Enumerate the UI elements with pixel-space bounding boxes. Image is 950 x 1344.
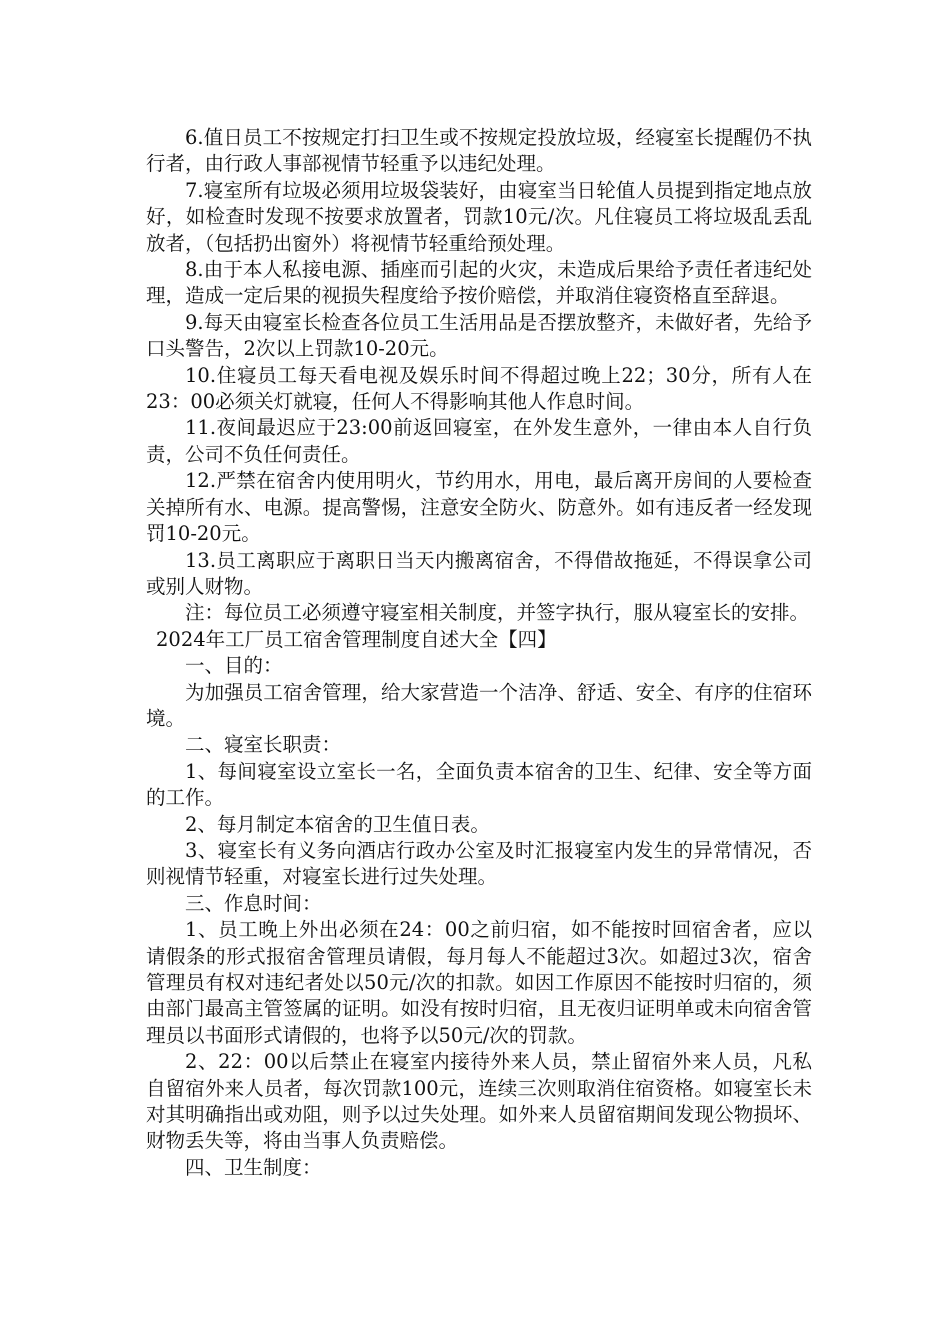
paragraph-rule-11: 11.夜间最迟应于23:00前返回寝室，在外发生意外，一律由本人自行负责，公司不负任何责任。: [146, 416, 812, 466]
subheading-dorm-leader-duties: 二、寝室长职责：: [185, 733, 342, 757]
paragraph-rule-9: 9.每天由寝室长检查各位员工生活用品是否摆放整齐，未做好者，先给予口头警告，2次以上罚款10-20元。: [146, 310, 812, 361]
paragraph-rule-6: 6.值日员工不按规定打扫卫生或不按规定投放垃圾，经寝室长提醒仍不执行者，由行政人事部视情节轻重予以违纪处理。: [146, 126, 812, 176]
section-title: 2024年工厂员工宿舍管理制度自述大全【四】: [156, 627, 557, 651]
paragraph-purpose: 为加强员工宿舍管理，给大家营造一个洁净、舒适、安全、有序的住宿环境。: [146, 680, 812, 730]
subheading-hygiene: 四、卫生制度：: [185, 1155, 322, 1179]
subheading-purpose: 一、目的：: [185, 654, 283, 678]
document-body: [146, 125, 812, 1181]
paragraph-schedule-1: 1、员工晚上外出必须在24：00之前归宿，如不能按时回宿舍者，应以请假条的形式报宿舍管理员请假，每月每人不能超过3次。如超过3次，宿舍管理员有权对违纪者处以50元/次的扣款。如因工作原因不能按时归宿的，须由部门最高主管签属的证明。如没有按时归宿，且无夜归证明单或未向宿舍管理员以书面形式请假的，也将予以50元/次的罚款。: [146, 918, 812, 1047]
paragraph-rule-10: 10.住寝员工每天看电视及娱乐时间不得超过晚上22；30分，所有人在23：00必须关灯就寝，任何人不得影响其他人作息时间。: [146, 363, 812, 414]
subheading-schedule: 三、作息时间：: [185, 891, 322, 915]
paragraph-rule-8: 8.由于本人私接电源、插座而引起的火灾，未造成后果给予责任者违纪处理，造成一定后果的视损失程度给予按价赔偿，并取消住寝资格直至辞退。: [146, 258, 812, 308]
paragraph-note: 注：每位员工必须遵守寝室相关制度，并签字执行，服从寝室长的安排。: [185, 601, 810, 625]
paragraph-rule-12: 12.严禁在宿舍内使用明火，节约用水，用电，最后离开房间的人要检查关掉所有水、电源。提高警惕，注意安全防火、防意外。如有违反者一经发现罚10-20元。: [146, 469, 812, 546]
paragraph-duty-1: 1、每间寝室设立室长一名，全面负责本宿舍的卫生、纪律、安全等方面的工作。: [146, 759, 812, 810]
paragraph-rule-7: 7.寝室所有垃圾必须用垃圾袋装好，由寝室当日轮值人员提到指定地点放好，如检查时发现不按要求放置者，罚款10元/次。凡住寝员工将垃圾乱丢乱放者，（包括扔出窗外）将视情节轻重给预处理。: [146, 178, 812, 255]
paragraph-schedule-2: 2、22：00以后禁止在寝室内接待外来人员，禁止留宿外来人员，凡私自留宿外来人员者，每次罚款100元，连续三次则取消住宿资格。如寝室长未对其明确指出或劝阻，则予以过失处理。如外来人员留宿期间发现公物损坏、财物丢失等，将由当事人负责赔偿。: [146, 1050, 812, 1153]
paragraph-duty-3: 3、寝室长有义务向酒店行政办公室及时汇报寝室内发生的异常情况，否则视情节轻重，对寝室长进行过失处理。: [146, 838, 812, 889]
paragraph-duty-2: 2、每月制定本宿舍的卫生值日表。: [185, 812, 490, 836]
paragraph-rule-13: 13.员工离职应于离职日当天内搬离宿舍，不得借故拖延，不得误拿公司或别人财物。: [146, 548, 812, 598]
